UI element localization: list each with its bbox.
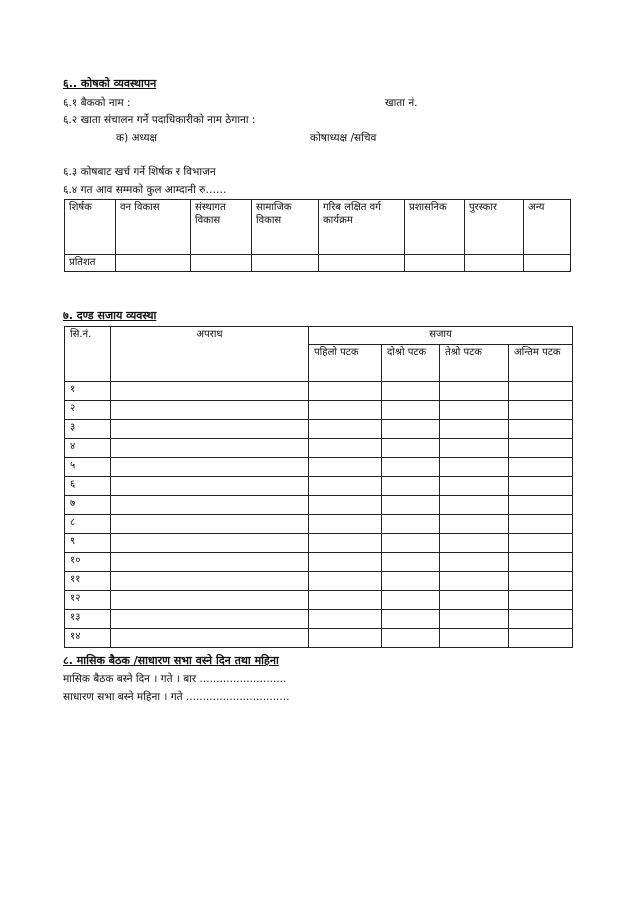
table-row [65,458,573,477]
punishment-cell[interactable] [382,572,440,591]
punishment-cell[interactable] [440,496,509,515]
table-row [65,572,573,591]
punishment-cell[interactable] [309,629,382,648]
offense-cell[interactable] [111,534,309,553]
offense-cell[interactable] [111,458,309,477]
table-row [65,401,573,420]
punishment-cell[interactable] [309,477,382,496]
header-cell: शिर्षक [65,200,116,255]
offense-cell[interactable] [111,477,309,496]
punishment-cell[interactable] [440,401,509,420]
punishment-header: सजाय [309,327,573,345]
section-6-heading: ६.. कोषको व्यवस्थापन [63,77,157,90]
header-cell: वन विकास [116,200,191,255]
general-assembly-line: साधारण सभा बस्ने महिना । गते ............................... [63,691,290,703]
expense-allocation-table [64,199,571,272]
subheader-cell: अन्तिम पटक [509,345,573,382]
punishment-table [64,326,573,648]
punishment-cell[interactable] [440,629,509,648]
row-number: ६ [65,477,111,496]
table-cell[interactable] [116,255,191,272]
row-number: १ [65,382,111,401]
punishment-cell[interactable] [309,534,382,553]
table-cell[interactable] [405,255,465,272]
section-7-heading: ७. दण्ड सजाय व्यवस्था [63,309,157,322]
table-row [65,610,573,629]
row-number: ५ [65,458,111,477]
monthly-meeting-line: मासिक बैठक बस्ने दिन । गते । बार .......................... [63,673,287,685]
table-row [65,515,573,534]
punishment-cell[interactable] [509,420,573,439]
offense-cell[interactable] [111,610,309,629]
row-number: ३ [65,420,111,439]
percentage-label: प्रतिशत [65,255,116,272]
section-8-heading: ८. मासिक बैठक /साधारण सभा वस्ने दिन तथा महिना [63,654,279,667]
row-number: ४ [65,439,111,458]
punishment-cell[interactable] [309,610,382,629]
row-number: ९ [65,534,111,553]
punishment-cell[interactable] [440,515,509,534]
punishment-cell[interactable] [509,382,573,401]
punishment-cell[interactable] [382,477,440,496]
punishment-cell[interactable] [382,458,440,477]
sn-header: सि.नं. [65,327,111,382]
income-label: ६.४ गत आव सम्मको कुल आम्दानी रु…… [63,184,227,196]
table-row [65,439,573,458]
table-cell[interactable] [465,255,524,272]
row-number: २ [65,401,111,420]
punishment-cell[interactable] [509,534,573,553]
subheader-cell: तेश्रो पटक [440,345,509,382]
table-header-row [65,200,571,255]
punishment-cell[interactable] [509,553,573,572]
punishment-cell[interactable] [509,610,573,629]
header-cell: संस्थागत विकास [191,200,252,255]
subheader-cell: दोश्रो पटक [382,345,440,382]
offense-cell[interactable] [111,420,309,439]
punishment-cell[interactable] [440,534,509,553]
punishment-cell[interactable] [509,401,573,420]
row-number: ७ [65,496,111,515]
table-row [65,382,573,401]
offense-cell[interactable] [111,515,309,534]
table-row [65,255,571,272]
punishment-cell[interactable] [382,610,440,629]
offense-cell[interactable] [111,496,309,515]
punishment-cell[interactable] [509,439,573,458]
punishment-cell[interactable] [382,382,440,401]
row-number: १० [65,553,111,572]
punishment-cell[interactable] [509,591,573,610]
table-row [65,591,573,610]
punishment-cell[interactable] [309,572,382,591]
treasurer-label: कोषाध्यक्ष /सचिव [310,132,377,144]
punishment-cell[interactable] [440,382,509,401]
punishment-cell[interactable] [440,458,509,477]
offense-cell[interactable] [111,401,309,420]
table-row [65,496,573,515]
punishment-cell[interactable] [509,572,573,591]
table-cell[interactable] [191,255,252,272]
punishment-cell[interactable] [440,553,509,572]
offense-cell[interactable] [111,591,309,610]
punishment-cell[interactable] [309,591,382,610]
punishment-cell[interactable] [309,458,382,477]
header-cell: अन्य [524,200,571,255]
row-number: १२ [65,591,111,610]
offense-header: अपराध [111,327,309,382]
account-number-label: खाता नं. [385,97,418,109]
offense-cell[interactable] [111,629,309,648]
table-cell[interactable] [319,255,405,272]
punishment-cell[interactable] [309,382,382,401]
punishment-cell[interactable] [509,515,573,534]
punishment-cell[interactable] [440,420,509,439]
punishment-cell[interactable] [309,420,382,439]
punishment-cell[interactable] [382,515,440,534]
table-row [65,534,573,553]
table-cell[interactable] [524,255,571,272]
punishment-cell[interactable] [309,439,382,458]
punishment-cell[interactable] [309,515,382,534]
table-row [65,420,573,439]
punishment-cell[interactable] [382,496,440,515]
punishment-cell[interactable] [509,629,573,648]
offense-cell[interactable] [111,572,309,591]
row-number: ८ [65,515,111,534]
table-row [65,477,573,496]
punishment-cell[interactable] [440,610,509,629]
header-cell: सामाजिक विकास [252,200,319,255]
subheader-cell: पहिलो पटक [309,345,382,382]
punishment-cell[interactable] [382,534,440,553]
row-number: १४ [65,629,111,648]
signatories-label: ६.२ खाता संचालन गर्ने पदाधिकारीको नाम ठेगाना : [63,114,256,126]
table-row [65,629,573,648]
punishment-cell[interactable] [509,458,573,477]
table-cell[interactable] [252,255,319,272]
header-cell: प्रशासनिक [405,200,465,255]
row-number: १३ [65,610,111,629]
punishment-cell[interactable] [309,401,382,420]
offense-cell[interactable] [111,553,309,572]
punishment-cell[interactable] [440,477,509,496]
row-number: ११ [65,572,111,591]
offense-cell[interactable] [111,439,309,458]
header-cell: गरिब लक्षित वर्ग कार्यक्रम [319,200,405,255]
punishment-cell[interactable] [382,439,440,458]
offense-cell[interactable] [111,382,309,401]
punishment-cell[interactable] [382,420,440,439]
punishment-cell[interactable] [440,439,509,458]
table-row [65,553,573,572]
header-cell: पुरस्कार [465,200,524,255]
punishment-cell[interactable] [440,591,509,610]
expense-heads-label: ६.३ कोषबाट खर्च गर्ने शिर्षक र विभाजन [63,166,216,178]
punishment-cell[interactable] [509,496,573,515]
punishment-cell[interactable] [382,591,440,610]
punishment-cell[interactable] [382,629,440,648]
bank-name-label: ६.१ बैकको नाम : [63,97,131,109]
table-header-row [65,327,573,345]
punishment-cell[interactable] [382,553,440,572]
chair-label: क) अध्यक्ष [116,132,158,144]
punishment-cell[interactable] [382,401,440,420]
punishment-cell[interactable] [309,553,382,572]
punishment-cell[interactable] [309,496,382,515]
punishment-cell[interactable] [440,572,509,591]
punishment-cell[interactable] [509,477,573,496]
